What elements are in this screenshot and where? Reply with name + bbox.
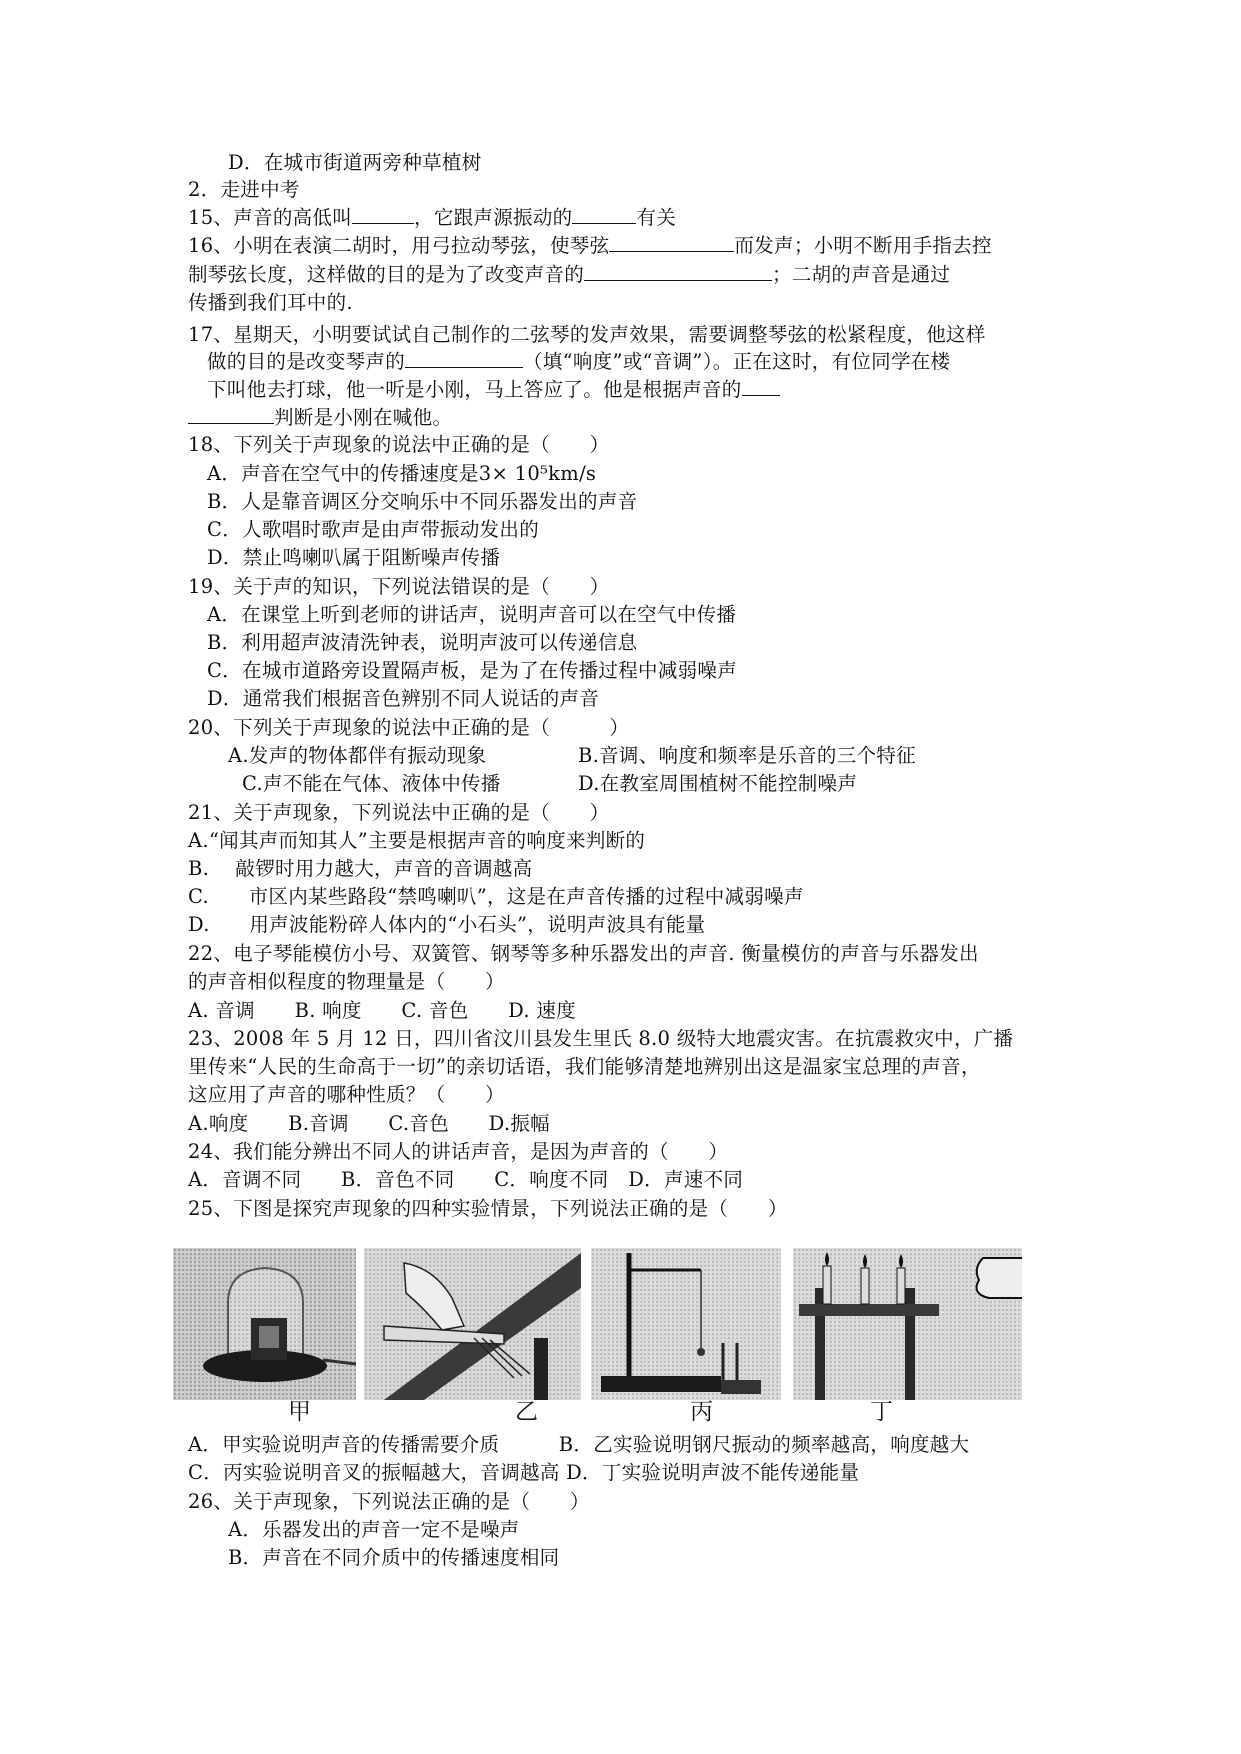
question-23-line1: 23、2008 年 5 月 12 日，四川省汶川县发生里氏 8.0 级特大地震灾害。在抗震救灾中，广播 xyxy=(188,1027,1014,1050)
q17-text-b: 做的目的是改变琴声的 xyxy=(207,350,406,373)
q17-blank-2 xyxy=(742,377,780,396)
q26-option-a: A．乐器发出的声音一定不是噪声 xyxy=(228,1518,520,1541)
q20-option-d: D.在教室周围植树不能控制噪声 xyxy=(578,772,858,795)
q16-text-a: 16、小明在表演二胡时，用弓拉动琴弦，使琴弦 xyxy=(188,234,610,257)
q17-blank-1 xyxy=(405,349,523,368)
question-21: 21、关于声现象，下列说法中正确的是（ ） xyxy=(188,801,610,824)
caption-ding: 丁 xyxy=(870,1399,893,1425)
q15-text-b: ，它跟声源振动的 xyxy=(414,206,573,229)
q15-text-c: 有关 xyxy=(636,206,677,229)
q19-option-d: D．通常我们根据音色辨别不同人说话的声音 xyxy=(207,687,600,710)
q23-options: A.响度 B.音调 C.音色 D.振幅 xyxy=(188,1112,550,1135)
photo-ruler-table xyxy=(364,1248,581,1400)
q17-text-e: 判断是小刚在喊他。 xyxy=(274,406,453,429)
question-22-line1: 22、电子琴能模仿小号、双簧管、钢琴等多种乐器发出的声音. 衡量模仿的声音与乐器发出 xyxy=(188,942,979,965)
q20-option-b: B.音调、响度和频率是乐音的三个特征 xyxy=(578,744,916,767)
question-26: 26、关于声现象，下列说法正确的是（ ） xyxy=(188,1490,590,1513)
q18-option-b: B．人是靠音调区分交响乐中不同乐器发出的声音 xyxy=(207,490,638,513)
q22-options: A. 音调 B. 响度 C. 音色 D. 速度 xyxy=(188,999,576,1022)
question-15 xyxy=(188,205,676,231)
q17-text-d: 下叫他去打球，他一听是小刚，马上答应了。他是根据声音的 xyxy=(207,378,742,401)
q21-option-c: C. 市区内某些路段“禁鸣喇叭”，这是在声音传播的过程中减弱噪声 xyxy=(188,885,804,908)
q20-option-a: A.发声的物体都伴有振动现象 xyxy=(228,744,487,767)
q15-blank-2 xyxy=(572,205,636,224)
question-19: 19、关于声的知识，下列说法错误的是（ ） xyxy=(188,575,610,598)
q16-blank-1 xyxy=(609,233,734,252)
q16-blank-2 xyxy=(584,262,772,281)
question-17-line2 xyxy=(207,349,950,375)
photo-bell-jar xyxy=(173,1248,356,1400)
q16-text-c: 制琴弦长度，这样做的目的是为了改变声音的 xyxy=(188,263,585,286)
q15-blank-1 xyxy=(352,205,414,224)
caption-jia: 甲 xyxy=(288,1399,311,1425)
q18-option-c: C．人歌唱时歌声是由声带振动发出的 xyxy=(207,518,540,541)
question-16-line1 xyxy=(188,233,992,259)
question-18: 18、下列关于声现象的说法中正确的是（ ） xyxy=(188,433,610,456)
question-16-line2 xyxy=(188,262,950,288)
question-20: 20、下列关于声现象的说法中正确的是（ ） xyxy=(188,716,630,739)
photo-tuning-fork xyxy=(591,1248,781,1400)
q20-option-c: C.声不能在气体、液体中传播 xyxy=(242,772,501,795)
q25-options-ab: A．甲实验说明声音的传播需要介质 B．乙实验说明钢尺振动的频率越高，响度越大 xyxy=(188,1433,970,1456)
question-16-line3: 传播到我们耳中的. xyxy=(188,291,353,314)
q21-option-b: B. 敲锣时用力越大，声音的音调越高 xyxy=(188,857,533,880)
question-23-line2: 里传来“人民的生命高于一切”的亲切话语，我们能够清楚地辨别出这是温家宝总理的声音， xyxy=(188,1055,981,1078)
q26-option-b: B．声音在不同介质中的传播速度相同 xyxy=(228,1546,560,1569)
q15-text-a: 15、声音的高低叫 xyxy=(188,206,353,229)
question-17-line3 xyxy=(207,377,780,403)
photo-candles xyxy=(793,1248,1022,1400)
q24-options: A．音调不同 B．音色不同 C．响度不同 D．声速不同 xyxy=(188,1168,744,1191)
q21-option-a: A.“闻其声而知其人”主要是根据声音的响度来判断的 xyxy=(188,829,646,852)
question-24: 24、我们能分辨出不同人的讲话声音，是因为声音的（ ） xyxy=(188,1140,729,1163)
q17-text-c: （填“响度”或“音调”）。正在这时，有位同学在楼 xyxy=(523,350,951,373)
question-23-line3: 这应用了声音的哪种性质？（ ） xyxy=(188,1083,505,1106)
line-option-d: D．在城市街道两旁种草植树 xyxy=(228,151,482,174)
q21-option-d: D. 用声波能粉碎人体内的“小石头”，说明声波具有能量 xyxy=(188,913,706,936)
caption-yi: 乙 xyxy=(515,1399,538,1425)
question-17-line1: 17、星期天，小明要试试自己制作的二弦琴的发声效果，需要调整琴弦的松紧程度，他这样 xyxy=(188,323,986,346)
q18-option-a: A．声音在空气中的传播速度是3× 10⁵km/s xyxy=(207,462,597,485)
q19-option-a: A．在课堂上听到老师的讲话声，说明声音可以在空气中传播 xyxy=(207,603,737,626)
q19-option-b: B．利用超声波清洗钟表，说明声波可以传递信息 xyxy=(207,631,638,654)
q18-option-d: D．禁止鸣喇叭属于阻断噪声传播 xyxy=(207,546,501,569)
q25-options-cd: C．丙实验说明音叉的振幅越大，音调越高 D．丁实验说明声波不能传递能量 xyxy=(188,1461,860,1484)
question-22-line2: 的声音相似程度的物理量是（ ） xyxy=(188,970,505,993)
caption-bing: 丙 xyxy=(690,1399,713,1425)
q17-blank-3 xyxy=(188,405,274,424)
q16-text-b: 而发声；小明不断用手指去控 xyxy=(734,234,992,257)
question-25: 25、下图是探究声现象的四种实验情景，下列说法正确的是（ ） xyxy=(188,1197,788,1220)
section-heading: 2．走进中考 xyxy=(188,178,300,201)
q19-option-c: C．在城市道路旁设置隔声板，是为了在传播过程中减弱噪声 xyxy=(207,659,738,682)
question-17-line4 xyxy=(188,405,452,431)
q16-text-d: ；二胡的声音是通过 xyxy=(772,263,951,286)
